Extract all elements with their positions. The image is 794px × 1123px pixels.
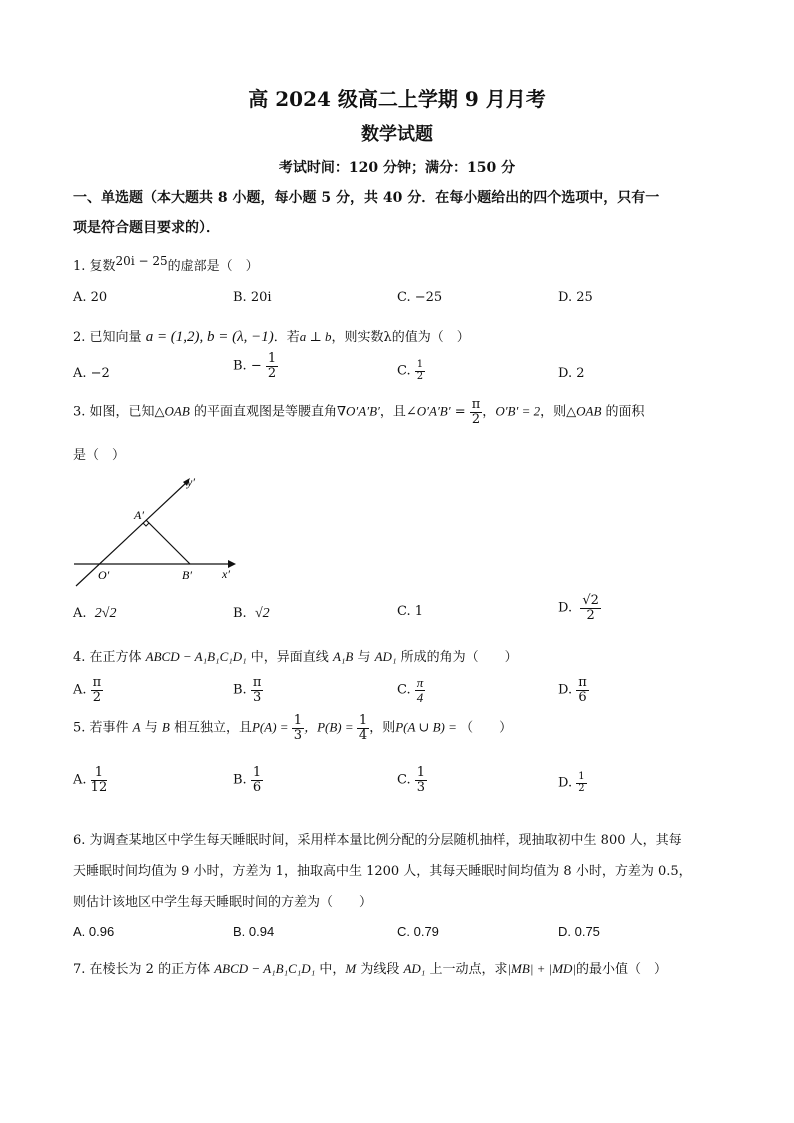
q2-stem-mid: ．若 [273, 330, 300, 345]
q2-option-b [233, 352, 278, 380]
q2-option-c-den: 2 [416, 370, 424, 382]
q5-pu: P(A ∪ B) = [395, 719, 461, 735]
q5-option-a-den: 12 [90, 779, 108, 795]
q5-text-3: ，则 [369, 720, 396, 736]
q2-option-b-den: 2 [267, 365, 277, 381]
q6-option-b: B. 0.94 [233, 924, 275, 939]
question-6-line1: 6. 为调查某地区中学生每天睡眠时间，采用样本量比例分配的分层随机抽样，现抽取初中生 800 人，其每 [73, 833, 682, 848]
q4-option-a-label: A. [73, 682, 87, 698]
q4-option-c-label: C. [397, 682, 411, 698]
q5-option-c-label: C. [397, 772, 411, 788]
q3-text-1: 3. 如图，已知△ [73, 404, 165, 420]
q5-option-c [397, 766, 427, 794]
q1-option-a: A. 20 [73, 290, 108, 305]
q3-triangle: ∇O′A′B′ [336, 403, 380, 419]
q7-text-4: 上一动点，求 [425, 962, 508, 977]
q4-option-b-label: B. [233, 682, 247, 698]
q5-and: 与 [140, 720, 162, 736]
q1-option-c: C. −25 [397, 290, 443, 305]
q5-option-a-fraction [91, 766, 108, 794]
q5-pb-num: 1 [358, 713, 368, 728]
label-x: x′ [222, 567, 230, 581]
q1-stem-post: 的虚部是（ ） [167, 259, 259, 274]
q6-option-d: D. 0.75 [558, 924, 600, 939]
q5-option-b-fraction [251, 766, 263, 794]
q4-option-d-label: D. [558, 682, 573, 698]
q3-eq: = [450, 404, 470, 420]
q5-option-d-den: 2 [578, 782, 585, 794]
q2-option-c-fraction [415, 360, 425, 382]
q4-option-b-fraction [251, 676, 264, 704]
q2-stem-post: ，则实数λ的值为（ ） [331, 330, 470, 345]
q7-text-2: 中， [315, 962, 346, 977]
q5-option-d-fraction [576, 772, 586, 794]
q5-pa-den: 3 [293, 727, 303, 743]
question-6-line2: 天睡眠时间均值为 9 小时，方差为 1，抽取高中生 1200 人，其每天睡眠时间均值为 8 小时，方差为 0.5， [73, 864, 692, 879]
question-6-line3: 则估计该地区中学生每天睡眠时间的方差为（ ） [73, 895, 373, 910]
q4-option-a-fraction [91, 676, 104, 704]
q3-option-b-value: √2 [254, 606, 270, 621]
q3-option-a-label: A. [73, 606, 87, 621]
segment-ab [146, 520, 190, 564]
q4-line-2: AD₁ [374, 649, 397, 664]
q4-option-c [397, 676, 425, 704]
q5-option-b-den: 6 [252, 779, 262, 795]
q5-option-d [558, 772, 587, 794]
question-4-stem [73, 646, 518, 665]
q3-option-d-label: D. [558, 600, 573, 616]
q3-two: 2 [471, 411, 481, 427]
q4-option-d [558, 676, 589, 704]
q4-line-1: A₁B [332, 649, 354, 664]
label-y: y′ [187, 475, 195, 489]
q5-option-a-num: 1 [91, 766, 108, 781]
q4-option-d-num: π [578, 675, 587, 690]
q2-vectors: a = (1,2), b = (λ, −1) [145, 329, 274, 345]
q4-option-c-fraction [415, 676, 426, 704]
q5-option-c-den: 3 [416, 779, 426, 795]
q4-option-c-den: 4 [416, 689, 424, 705]
q6-option-a: A. 0.96 [73, 924, 115, 939]
q5-pa-fraction [292, 714, 304, 742]
q5-b: B [161, 719, 170, 735]
q4-option-b-num: π [252, 675, 262, 690]
q5-pa: P(A) = [251, 719, 292, 735]
q2-stem-pre: 2. 已知向量 [73, 330, 142, 345]
q5-a: A [132, 719, 141, 735]
q3-option-d-den: 2 [586, 607, 595, 623]
q1-stem-pre: 1. 复数 [73, 259, 116, 274]
q3-option-b-label: B. [233, 606, 247, 621]
q7-m: M [345, 961, 357, 976]
q7-text-5: 的最小值（ ） [576, 962, 668, 977]
q7-cube: ABCD − A₁B₁C₁D₁ [214, 961, 316, 976]
page-title: 高 2024 级高二上学期 9 月月考 [248, 87, 546, 111]
question-3-stem-line2: 是（ ） [73, 448, 126, 463]
label-b: B′ [182, 568, 192, 582]
q5-option-d-label: D. [558, 775, 573, 791]
q4-text-1: 4. 在正方体 [73, 650, 146, 665]
question-7-stem [73, 958, 667, 977]
label-o: O′ [98, 568, 110, 582]
q4-option-a [73, 676, 103, 704]
q3-option-b [233, 606, 270, 622]
q7-text-1: 7. 在棱长为 2 的正方体 [73, 962, 215, 977]
q3-comma: ， [482, 404, 496, 420]
exam-meta: 考试时间：120 分钟；满分：150 分 [278, 160, 516, 176]
q4-option-c-num: π [416, 675, 424, 690]
q2-option-b-num: 1 [267, 351, 277, 366]
q5-option-c-fraction [415, 766, 427, 794]
q3-text-5: 的面积 [601, 404, 645, 420]
q2-option-b-sign: − [250, 358, 262, 374]
q5-text-4: （ ） [460, 720, 513, 736]
right-angle-mark [143, 523, 149, 526]
q5-option-b-num: 1 [252, 765, 262, 780]
q5-option-a-label: A. [73, 772, 87, 788]
q3-pi-fraction [470, 398, 483, 426]
y-axis-line [76, 482, 187, 586]
q4-option-a-den: 2 [92, 689, 102, 705]
q3-figure [70, 470, 240, 590]
q5-pb: ，P(B) = [304, 719, 357, 735]
q5-pa-num: 1 [293, 713, 303, 728]
q5-option-d-num: 1 [578, 771, 585, 782]
q3-option-d-num: √2 [582, 593, 599, 608]
q4-cube: ABCD − A₁B₁C₁D₁ [145, 649, 247, 664]
q3-pi: π [471, 397, 481, 412]
q2-option-d: D. 2 [558, 366, 585, 381]
label-a: A′ [134, 508, 144, 522]
q5-option-b-label: B. [233, 772, 247, 788]
q4-text-4: 所成的角为（ ） [396, 650, 518, 665]
q5-pb-den: 4 [358, 727, 368, 743]
q3-option-c: C. 1 [397, 604, 424, 619]
q6-option-c: C. 0.79 [397, 924, 439, 939]
q3-ob: O′B′ = 2 [495, 403, 541, 419]
q5-option-c-num: 1 [416, 765, 426, 780]
q7-expression: |MB| + |MD| [507, 961, 577, 976]
q7-segment: AD₁ [403, 961, 426, 976]
q4-option-b [233, 676, 263, 704]
q2-option-c-num: 1 [416, 359, 424, 370]
q3-option-d [558, 594, 601, 622]
question-3-stem-line1 [73, 398, 645, 426]
question-5-stem [73, 714, 512, 742]
q2-option-b-fraction [266, 352, 278, 380]
q4-option-a-num: π [92, 675, 102, 690]
q3-text-2: 的平面直观图是等腰直角 [189, 404, 337, 420]
q1-option-b: B. 20i [233, 290, 272, 305]
q3-option-a-value: 2√2 [94, 606, 117, 621]
question-2-stem [73, 326, 470, 346]
q3-option-d-fraction [580, 594, 601, 622]
q2-option-c [397, 360, 425, 382]
q3-option-a [73, 606, 116, 622]
q3-text-4: ，则△ [540, 404, 577, 420]
q5-option-a [73, 766, 107, 794]
page-subtitle: 数学试题 [361, 124, 433, 145]
q5-option-b [233, 766, 263, 794]
question-1-stem [73, 255, 259, 274]
q3-angle: O′A′B′ [416, 403, 451, 419]
q2-option-c-label: C. [397, 363, 411, 379]
q1-expression: 20i − 25 [115, 254, 168, 268]
q3-text-3: ，且∠ [379, 404, 417, 420]
q5-pb-fraction [357, 714, 369, 742]
q7-text-3: 为线段 [356, 962, 404, 977]
q2-perp: a ⊥ b [299, 329, 332, 344]
q1-option-d: D. 25 [558, 290, 593, 305]
q5-text-2: 相互独立，且 [169, 720, 252, 736]
q2-option-b-label: B. [233, 358, 247, 374]
q3-oab-2: OAB [576, 403, 602, 419]
q4-text-3: 与 [353, 650, 375, 665]
q5-text-1: 5. 若事件 [73, 720, 133, 736]
q3-oab: OAB [164, 403, 190, 419]
section-heading-line2: 项是符合题目要求的）． [73, 220, 220, 236]
q4-option-d-den: 6 [578, 689, 587, 705]
section-heading-line1: 一、单选题（本大题共 8 小题，每小题 5 分，共 40 分．在每小题给出的四个选项中，只有一 [73, 190, 660, 206]
q4-text-2: 中，异面直线 [246, 650, 333, 665]
q4-option-b-den: 3 [252, 689, 262, 705]
q4-option-d-fraction [576, 676, 589, 704]
q2-option-a: A. −2 [73, 366, 110, 381]
